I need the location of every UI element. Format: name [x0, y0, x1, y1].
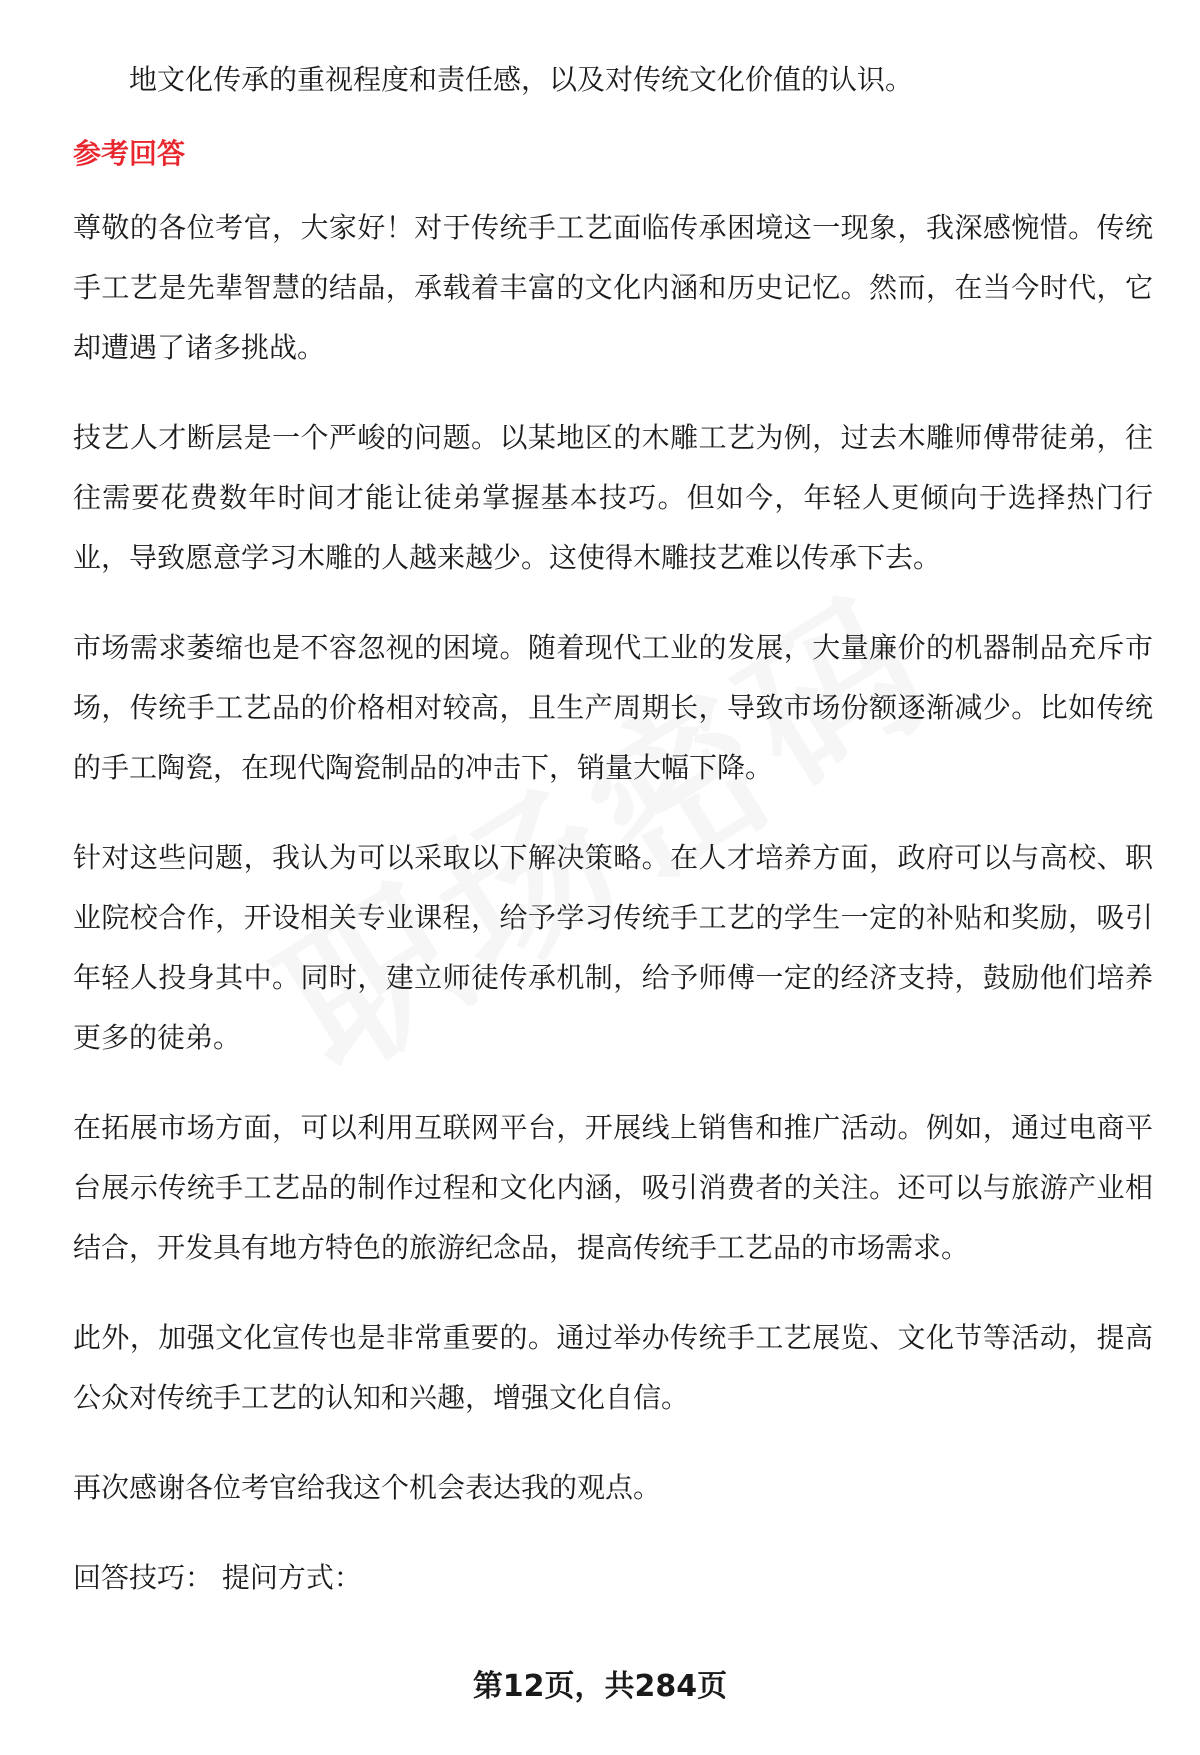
paragraph: 尊敬的各位考官，大家好！对于传统手工艺面临传承困境这一现象，我深感惋惜。传统手工艺是先辈智慧的结晶，承载着丰富的文化内涵和历史记忆。然而，在当今时代，它却遭遇了诸多挑战。 [73, 211, 1153, 364]
paragraph: 再次感谢各位考官给我这个机会表达我的观点。 [73, 1471, 662, 1504]
paragraph: 技艺人才断层是一个严峻的问题。以某地区的木雕工艺为例，过去木雕师傅带徒弟，往往需要花费数年时间才能让徒弟掌握基本技巧。但如今，年轻人更倾向于选择热门行业，导致愿意学习木雕的人越来越少。这使得木雕技艺难以传承下去。 [73, 421, 1153, 574]
intro-line: 地文化传承的重视程度和责任感，以及对传统文化价值的认识。 [129, 63, 914, 96]
paragraph: 针对这些问题，我认为可以采取以下解决策略。在人才培养方面，政府可以与高校、职业院校合作，开设相关专业课程，给予学习传统手工艺的学生一定的补贴和奖励，吸引年轻人投身其中。同时，建立师徒传承机制，给予师傅一定的经济支持，鼓励他们培养更多的徒弟。 [73, 841, 1153, 1054]
section-heading: 参考回答 [73, 137, 186, 170]
paragraph: 在拓展市场方面，可以利用互联网平台，开展线上销售和推广活动。例如，通过电商平台展示传统手工艺品的制作过程和文化内涵，吸引消费者的关注。还可以与旅游产业相结合，开发具有地方特色的旅游纪念品，提高传统手工艺品的市场需求。 [73, 1111, 1153, 1264]
paragraph: 市场需求萎缩也是不容忽视的困境。随着现代工业的发展，大量廉价的机器制品充斥市场，传统手工艺品的价格相对较高，且生产周期长，导致市场份额逐渐减少。比如传统的手工陶瓷，在现代陶瓷制品的冲击下，销量大幅下降。 [73, 631, 1153, 784]
page-footer: 第12页，共284页 [472, 1669, 728, 1704]
tips-line: 回答技巧： 提问方式： [73, 1561, 362, 1594]
paragraph: 此外，加强文化宣传也是非常重要的。通过举办传统手工艺展览、文化节等活动，提高公众对传统手工艺的认知和兴趣，增强文化自信。 [73, 1321, 1153, 1414]
document-body [73, 50, 1153, 1608]
